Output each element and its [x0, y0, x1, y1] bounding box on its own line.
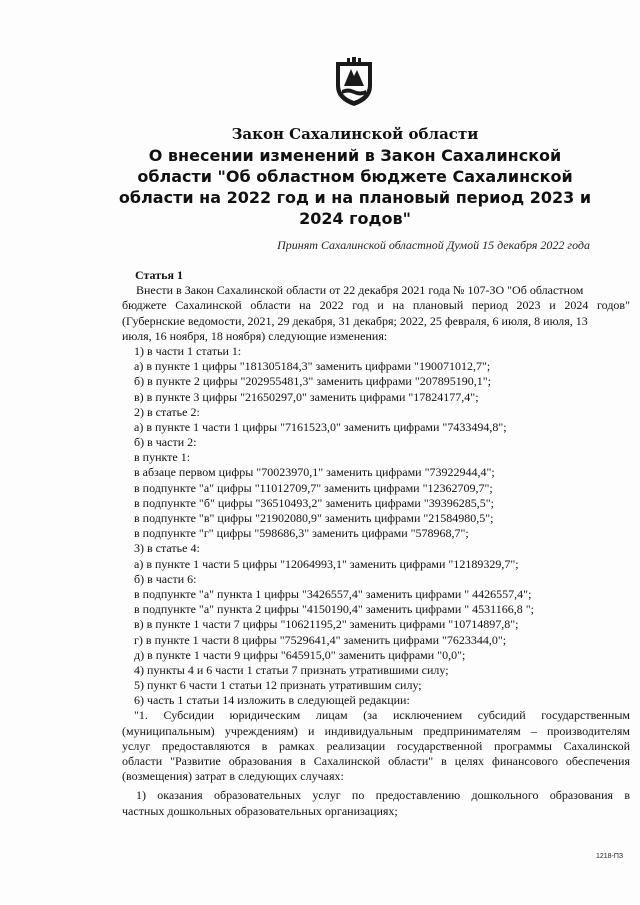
list-item: 2) в статье 2:: [134, 404, 200, 419]
text-line: бюджете Сахалинской области на 2022 год и на плановый период 2023 и 2024 годов": [122, 298, 630, 313]
text-line: 1) оказания образовательных услуг по предоставлению дошкольного образования в: [136, 788, 630, 803]
text-line: (Губернские ведомости, 2021, 29 декабря, 31 декабря; 2022, 25 февраля, 6 июля, 8 июля, 13: [122, 313, 588, 328]
text-line: июля, 16 ноября, 18 ноября) следующие изменения:: [122, 328, 388, 343]
list-item: в) в пункте 1 части 7 цифры "10621195,2" заменить цифрами "10714897,8";: [134, 617, 519, 632]
text-line: (возмещения) затрат в следующих случаях:: [122, 769, 344, 784]
list-item: 4) пункты 4 и 6 части 1 статьи 7 признать утратившими силу;: [134, 662, 449, 677]
law-title: [110, 124, 600, 229]
list-item: в подпункте "г" цифры "598686,3" заменить цифрами "578968,7";: [134, 526, 469, 541]
list-item: г) в пункте 1 части 8 цифры "7529641,4" заменить цифрами "7623344,0";: [134, 632, 507, 647]
text-line: "1. Субсидии юридическим лицам (за исключением субсидий государственным: [134, 708, 630, 723]
title-line: области на 2022 год и на плановый период 2023 и: [118, 188, 592, 207]
text-line: Внести в Закон Сахалинской области от 22 декабря 2021 года № 107-ЗО "Об областном: [136, 283, 584, 298]
list-item: а) в пункте 1 цифры "181305184,3" заменить цифрами "190071012,7";: [134, 359, 491, 374]
text-line: частных дошкольных образовательных организациях;: [122, 803, 398, 818]
list-item: в) в пункте 3 цифры "21650297,0" заменить цифрами "17824177,4";: [134, 389, 479, 404]
list-item: 6) часть 1 статьи 14 изложить в следующей редакции:: [134, 693, 410, 708]
article-body: [122, 268, 630, 819]
document-code: 1218-ПЗ: [596, 853, 624, 860]
title-line: О внесении изменений в Закон Сахалинской: [148, 146, 562, 165]
list-item: в подпункте "б" цифры "36510493,2" заменить цифрами "39396285,5";: [134, 495, 494, 510]
list-item: 3) в статье 4:: [134, 541, 200, 556]
list-item: б) в пункте 2 цифры "202955481,3" заменить цифрами "207895190,1";: [134, 374, 491, 389]
list-item: в подпункте "а" цифры "11012709,7" заменить цифрами "12362709,7";: [134, 480, 493, 495]
list-item: а) в пункте 1 части 5 цифры "12064993,1" заменить цифрами "12189329,7";: [134, 556, 519, 571]
title-line: 2024 годов": [299, 209, 411, 228]
article-heading: Статья 1: [135, 268, 183, 282]
list-item: а) в пункте 1 части 1 цифры "7161523,0" заменить цифрами "7433494,8";: [134, 419, 507, 434]
title-line: Закон Сахалинской области: [231, 125, 479, 143]
list-item: в подпункте "а" пункта 2 цифры "4150190,4" заменить цифрами " 4531166,8 ";: [134, 602, 534, 617]
list-item: в пункте 1:: [134, 450, 191, 465]
title-line: области "Об областном бюджете Сахалинской: [137, 167, 573, 186]
list-item: в подпункте "а" пункта 1 цифры "3426557,4" заменить цифрами " 4426557,4";: [134, 586, 532, 601]
list-item: 5) пункт 6 части 1 статьи 12 признать утратившим силу;: [134, 678, 422, 693]
list-item: б) в части 2:: [134, 435, 197, 450]
list-item: в подпункте "в" цифры "21902080,9" заменить цифрами "21584980,5";: [134, 511, 494, 525]
list-item: 1) в части 1 статьи 1:: [134, 343, 242, 358]
text-line: области "Развитие образования в Сахалинской области" в целях финансового обеспечения: [122, 754, 630, 768]
adoption-note: Принят Сахалинской областной Думой 15 декабря 2022 года: [277, 238, 590, 252]
list-item: б) в части 6:: [134, 571, 197, 586]
text-line: (муниципальным) учреждениям) и индивидуальным предпринимателям – производителям: [122, 723, 630, 738]
coat-of-arms-icon: [333, 56, 375, 108]
list-item: в абзаце первом цифры "70023970,1" заменить цифрами "73922944,4";: [134, 465, 495, 480]
text-line: услуг предоставляются в рамках реализации государственной программы Сахалинской: [122, 738, 630, 753]
list-item: д) в пункте 1 части 9 цифры "645915,0" заменить цифрами "0,0";: [134, 647, 466, 662]
